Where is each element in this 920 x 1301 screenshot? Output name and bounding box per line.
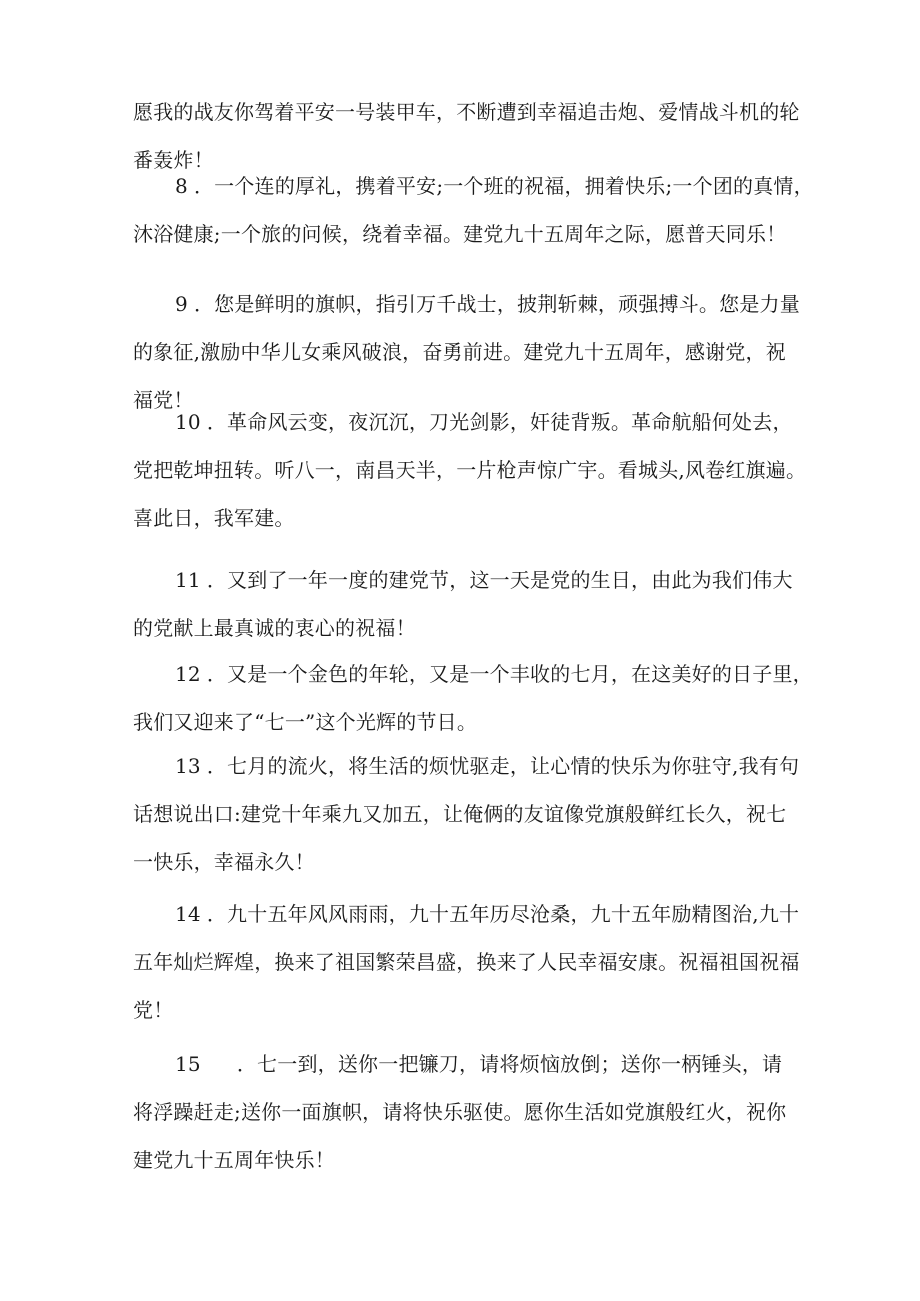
- paragraph-14: [133, 890, 813, 1034]
- text-line: 番轰炸！: [133, 148, 214, 172]
- paragraph-number: 15: [175, 1052, 201, 1076]
- text-line-content: ．九十五年风风雨雨，九十五年历尽沧桑，九十五年励精图治,九十: [206, 902, 800, 926]
- text-line: 的党献上最真诚的衷心的祝福！: [133, 616, 416, 640]
- text-line: [133, 890, 813, 938]
- text-line: [133, 280, 813, 328]
- text-line: [133, 398, 813, 446]
- text-line: 党把乾坤扭转。听八一，南昌天半，一片枪声惊广宇。看城头,风卷红旗遍。: [133, 458, 807, 482]
- paragraph-number: 14: [175, 902, 201, 926]
- text-line: 我们又迎来了“七一”这个光辉的节日。: [133, 710, 478, 734]
- text-line: 的象征,激励中华儿女乘风破浪，奋勇前进。建党九十五周年，感谢党，祝: [133, 340, 786, 364]
- paragraph-number: 11: [175, 568, 201, 592]
- paragraph-number: 13: [175, 754, 201, 778]
- text-line: 建党九十五周年快乐！: [133, 1148, 335, 1172]
- paragraph-number: 9: [175, 292, 188, 316]
- paragraph-number: 8: [175, 174, 188, 198]
- text-line: [133, 556, 813, 604]
- text-line: 五年灿烂辉煌，换来了祖国繁荣昌盛，换来了人民幸福安康。祝福祖国祝福: [133, 950, 800, 974]
- paragraph-8: [133, 162, 813, 258]
- text-line: [133, 650, 813, 698]
- text-line-content: ．又到了一年一度的建党节，这一天是党的生日，由此为我们伟大: [206, 568, 793, 592]
- text-line: 愿我的战友你驾着平安一号装甲车，不断遭到幸福追击炮、爱情战斗机的轮: [133, 100, 800, 124]
- paragraph-15: [133, 1040, 813, 1184]
- text-line: [133, 742, 813, 790]
- text-line: 话想说出口:建党十年乘九又加五，让俺俩的友谊像党旗般鲜红长久，祝七: [133, 802, 787, 826]
- text-line-content: ．七月的流火，将生活的烦忧驱走，让心情的快乐为你驻守,我有句: [206, 754, 800, 778]
- paragraph-13: [133, 742, 813, 886]
- paragraph-10: [133, 398, 813, 542]
- text-line-content: ．革命风云变，夜沉沉，刀光剑影，奸徒背叛。革命航船何处去，: [206, 410, 793, 434]
- paragraph-number: 12: [175, 662, 201, 686]
- text-line: [133, 1040, 813, 1088]
- text-line: 福党！: [133, 388, 194, 412]
- text-line: 将浮躁赶走;送你一面旗帜，请将快乐驱使。愿你生活如党旗般红火，祝你: [133, 1100, 787, 1124]
- text-line: 党！: [133, 998, 174, 1022]
- text-line: [133, 162, 813, 210]
- paragraph-11: [133, 556, 813, 652]
- text-line-content: ．七一到，送你一把镰刀，请将烦恼放倒；送你一柄锤头，请: [236, 1052, 783, 1076]
- text-line: 沐浴健康;一个旅的问候，绕着幸福。建党九十五周年之际，愿普天同乐！: [133, 222, 787, 246]
- text-line-content: ．一个连的厚礼，携着平安;一个班的祝福，拥着快乐;一个团的真情，: [193, 174, 814, 198]
- text-line: 一快乐，幸福永久！: [133, 850, 315, 874]
- text-line-content: ．又是一个金色的年轮，又是一个丰收的七月，在这美好的日子里，: [206, 662, 813, 686]
- text-line: 喜此日，我军建。: [133, 506, 295, 530]
- text-line-content: ．您是鲜明的旗帜，指引万千战士，披荆斩棘，顽强搏斗。您是力量: [193, 292, 800, 316]
- paragraph-number: 10: [175, 410, 201, 434]
- paragraph-12: [133, 650, 813, 746]
